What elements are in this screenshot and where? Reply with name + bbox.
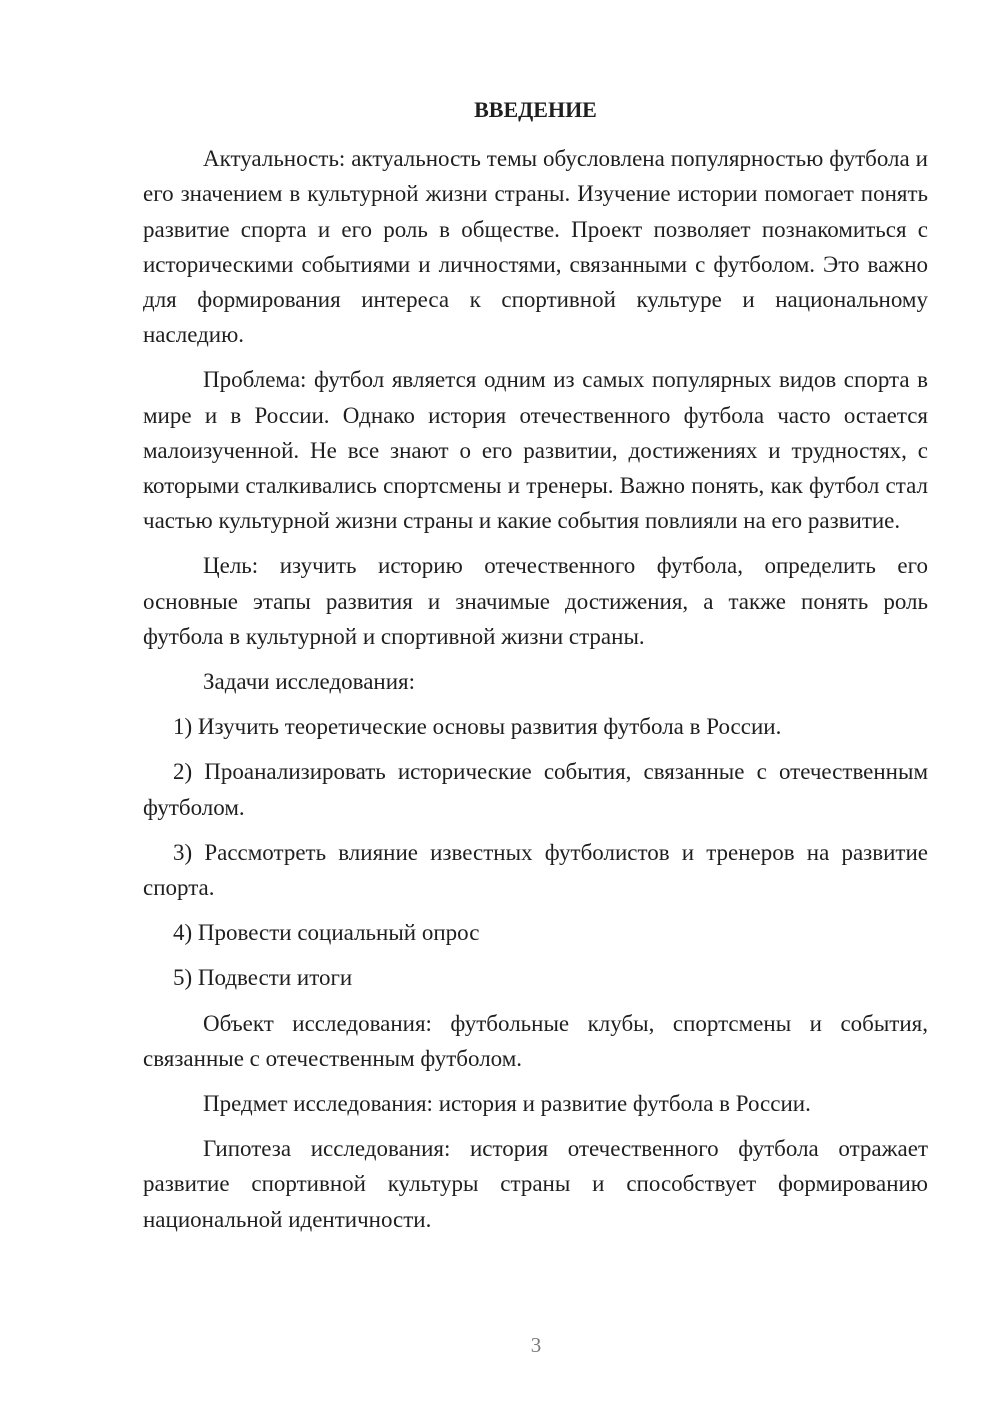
- task-item-3: 3) Рассмотреть влияние известных футболистов и тренеров на развитие спорта.: [143, 839, 928, 901]
- paragraph-subject: Предмет исследования: история и развитие футбола в России.: [203, 1091, 811, 1117]
- task-item-2: 2) Проанализировать исторические события, связанные с отечественным футболом.: [143, 759, 928, 820]
- task-item-4: 4) Провести социальный опрос: [173, 920, 480, 946]
- tasks-title: Задачи исследования:: [203, 669, 416, 695]
- paragraph-problem: Проблема: футбол является одним из самых популярных видов спорта в мире и в России. Однако история отечественного футбола часто остается малоизученной. Не все знают о его развитии, достижениях и трудностях, с которыми сталкивались спортсмены и тренеры. Важно понять, как футбол стал частью культурной жизни страны и какие события повлияли на его развитие.: [143, 367, 928, 534]
- page-number: 3: [530, 1333, 542, 1357]
- task-item-1: 1) Изучить теоретические основы развития футбола в России.: [173, 714, 782, 740]
- paragraph-hypothesis: Гипотеза исследования: история отечественного футбола отражает развитие спортивной культуры страны и способствует формированию национальной идентичности.: [143, 1136, 928, 1232]
- document-page: [143, 92, 928, 1247]
- paragraph-relevance: Актуальность: актуальность темы обусловлена популярностью футбола и его значением в культурной жизни страны. Изучение истории помогает понять развитие спорта и его роль в обществе. Проект позволяет познакомиться с историческими событиями и личностями, связанными с футболом. Это важно для формирования интереса к спортивной культуре и национальному наследию.: [143, 146, 928, 348]
- paragraph-object: Объект исследования: футбольные клубы, спортсмены и события, связанные с отечественным футболом.: [143, 1010, 928, 1071]
- paragraph-goal: Цель: изучить историю отечественного футбола, определить его основные этапы развития и значимые достижения, а также понять роль футбола в культурной и спортивной жизни страны.: [143, 553, 928, 649]
- page-title: ВВЕДЕНИЕ: [474, 97, 597, 122]
- task-item-5: 5) Подвести итоги: [173, 965, 353, 991]
